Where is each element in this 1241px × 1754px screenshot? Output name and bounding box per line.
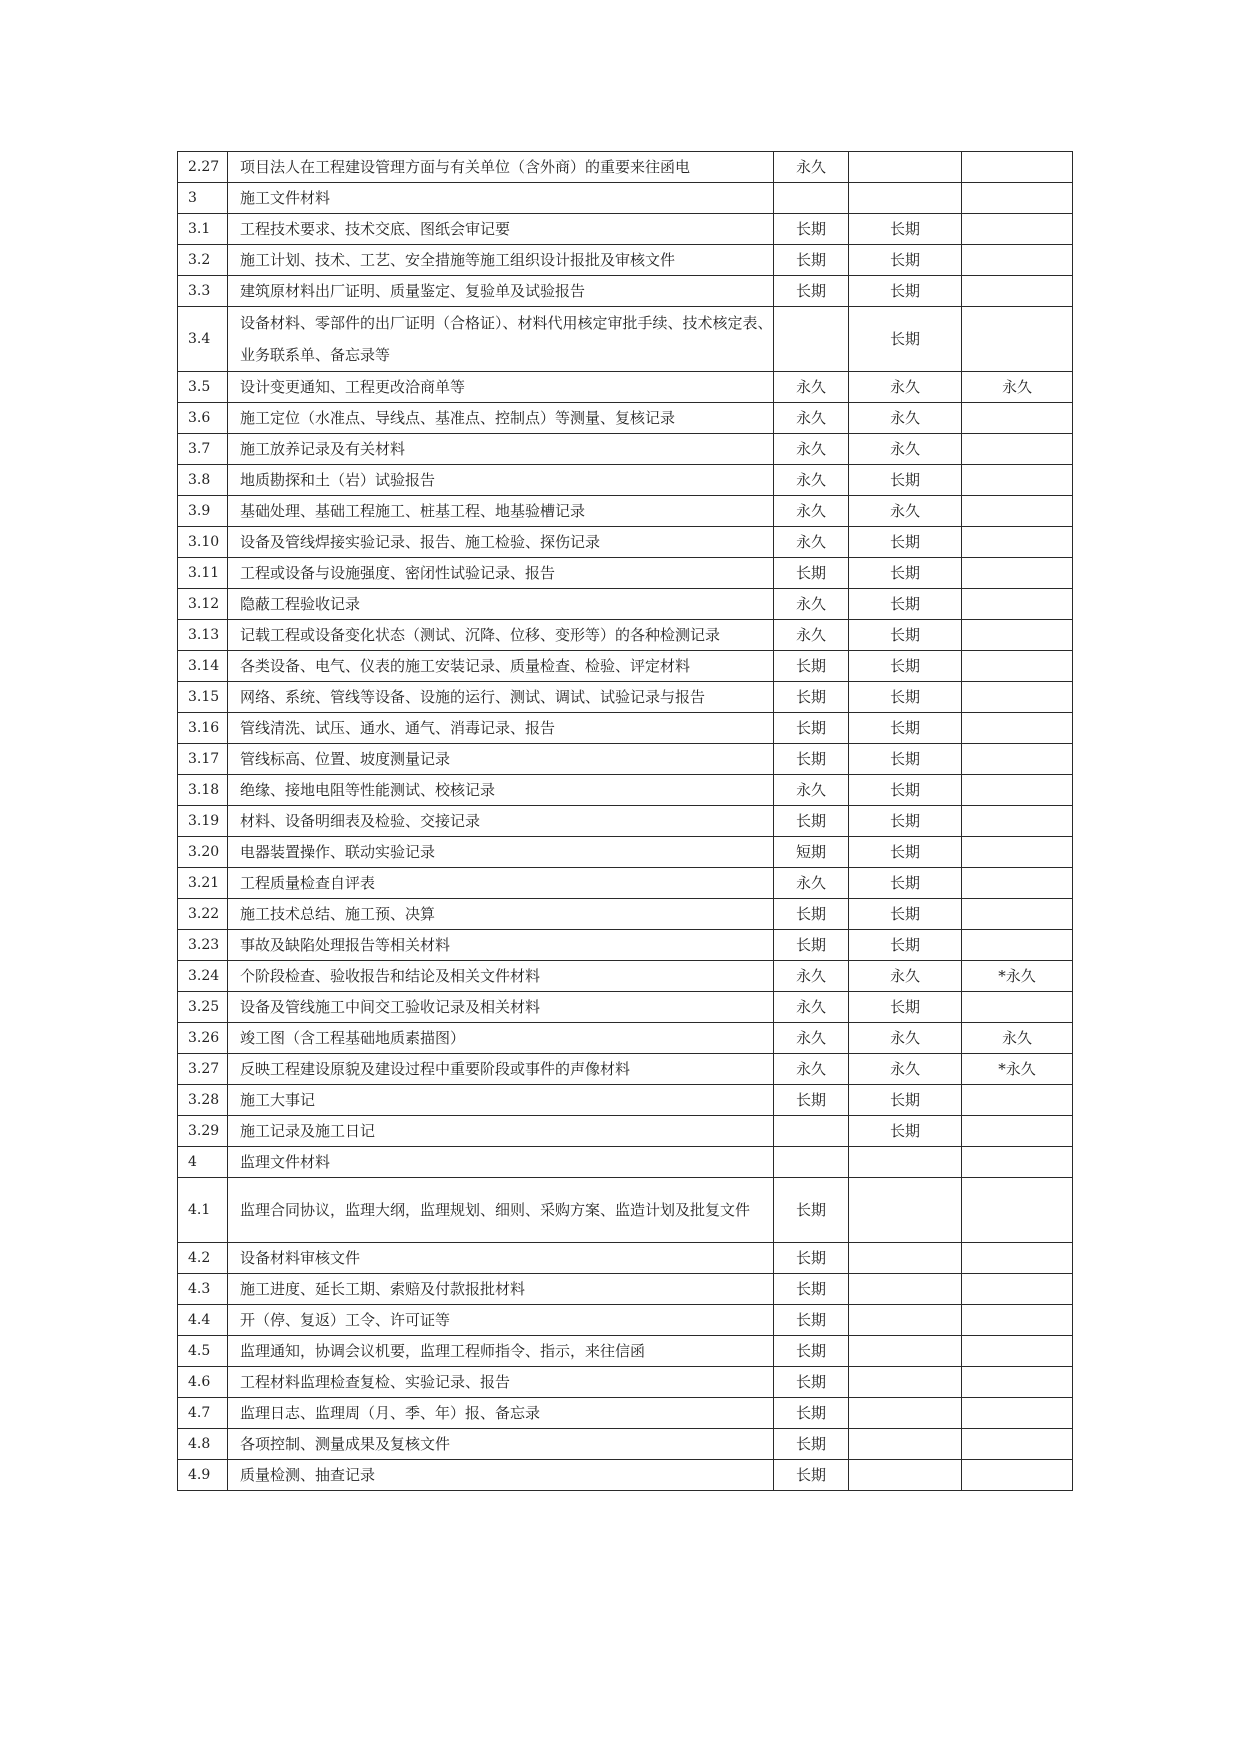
retention-col1-cell: 长期: [774, 1367, 849, 1398]
item-description-cell: 材料、设备明细表及检验、交接记录: [228, 806, 774, 837]
retention-col2-cell: 长期: [849, 245, 962, 276]
retention-col3-cell: [962, 651, 1073, 682]
item-description-cell: 管线标高、位置、坡度测量记录: [228, 744, 774, 775]
retention-col1-cell: 长期: [774, 682, 849, 713]
item-number-cell: 3.10: [178, 527, 228, 558]
retention-col3-cell: [962, 1178, 1073, 1243]
retention-col1-cell: 长期: [774, 1460, 849, 1491]
item-description-cell: 事故及缺陷处理报告等相关材料: [228, 930, 774, 961]
retention-col2-cell: 永久: [849, 372, 962, 403]
retention-col3-cell: *永久: [962, 1054, 1073, 1085]
retention-col1-cell: 永久: [774, 620, 849, 651]
item-description-cell: 反映工程建设原貌及建设过程中重要阶段或事件的声像材料: [228, 1054, 774, 1085]
retention-col2-cell: 长期: [849, 713, 962, 744]
retention-col2-cell: [849, 1429, 962, 1460]
item-description-cell: 电器装置操作、联动实验记录: [228, 837, 774, 868]
table-row: [178, 403, 1073, 434]
item-description-cell: 工程或设备与设施强度、密闭性试验记录、报告: [228, 558, 774, 589]
retention-col2-cell: 长期: [849, 1085, 962, 1116]
table-row: [178, 744, 1073, 775]
table-row: [178, 245, 1073, 276]
retention-col2-cell: [849, 1460, 962, 1491]
item-description-cell: 地质勘探和土（岩）试验报告: [228, 465, 774, 496]
archive-retention-table: [177, 151, 1073, 1491]
item-description-cell: 施工大事记: [228, 1085, 774, 1116]
retention-col3-cell: [962, 806, 1073, 837]
item-number-cell: 3.25: [178, 992, 228, 1023]
retention-col2-cell: 长期: [849, 930, 962, 961]
retention-col1-cell: 长期: [774, 1085, 849, 1116]
item-description-cell: 监理通知，协调会议机要，监理工程师指令、指示，来往信函: [228, 1336, 774, 1367]
table-row: [178, 307, 1073, 372]
item-description-cell: 监理合同协议，监理大纲，监理规划、细则、采购方案、监造计划及批复文件: [228, 1178, 774, 1243]
retention-col3-cell: [962, 496, 1073, 527]
item-description-cell: 个阶段检查、验收报告和结论及相关文件材料: [228, 961, 774, 992]
retention-col1-cell: 永久: [774, 992, 849, 1023]
table-row: [178, 930, 1073, 961]
item-number-cell: 2.27: [178, 152, 228, 183]
item-number-cell: 3.21: [178, 868, 228, 899]
item-description-cell: 监理文件材料: [228, 1147, 774, 1178]
retention-col2-cell: 长期: [849, 868, 962, 899]
retention-col2-cell: [849, 152, 962, 183]
table-row: [178, 1178, 1073, 1243]
retention-col3-cell: [962, 899, 1073, 930]
item-number-cell: 3.19: [178, 806, 228, 837]
retention-col3-cell: 永久: [962, 1023, 1073, 1054]
table-row: [178, 465, 1073, 496]
table-row: [178, 589, 1073, 620]
item-number-cell: 3.29: [178, 1116, 228, 1147]
retention-col3-cell: [962, 1274, 1073, 1305]
table-row: [178, 620, 1073, 651]
retention-col2-cell: 长期: [849, 307, 962, 372]
table-row: [178, 1116, 1073, 1147]
retention-col3-cell: [962, 992, 1073, 1023]
retention-col2-cell: 长期: [849, 744, 962, 775]
item-description-cell: 质量检测、抽查记录: [228, 1460, 774, 1491]
retention-col3-cell: [962, 245, 1073, 276]
item-number-cell: 3.16: [178, 713, 228, 744]
retention-col2-cell: [849, 1274, 962, 1305]
item-description-cell: 施工计划、技术、工艺、安全措施等施工组织设计报批及审核文件: [228, 245, 774, 276]
retention-col1-cell: 永久: [774, 1023, 849, 1054]
item-number-cell: 3.28: [178, 1085, 228, 1116]
retention-col2-cell: 长期: [849, 992, 962, 1023]
table-row: [178, 682, 1073, 713]
table-row: [178, 372, 1073, 403]
item-description-cell: 施工记录及施工日记: [228, 1116, 774, 1147]
retention-col2-cell: [849, 1398, 962, 1429]
table-row: [178, 183, 1073, 214]
retention-col1-cell: 短期: [774, 837, 849, 868]
retention-col2-cell: [849, 1243, 962, 1274]
retention-col3-cell: [962, 589, 1073, 620]
retention-col2-cell: 长期: [849, 465, 962, 496]
retention-col1-cell: 永久: [774, 403, 849, 434]
retention-col2-cell: 长期: [849, 620, 962, 651]
item-description-cell: 工程质量检查自评表: [228, 868, 774, 899]
retention-col3-cell: [962, 682, 1073, 713]
table-row: [178, 527, 1073, 558]
retention-col2-cell: 长期: [849, 775, 962, 806]
item-description-cell: 工程材料监理检查复检、实验记录、报告: [228, 1367, 774, 1398]
retention-col1-cell: 长期: [774, 651, 849, 682]
retention-col1-cell: 长期: [774, 1429, 849, 1460]
item-description-cell: 建筑原材料出厂证明、质量鉴定、复验单及试验报告: [228, 276, 774, 307]
item-number-cell: 3.24: [178, 961, 228, 992]
item-number-cell: 3.3: [178, 276, 228, 307]
table-row: [178, 434, 1073, 465]
item-description-cell: 设计变更通知、工程更改洽商单等: [228, 372, 774, 403]
item-number-cell: 3.9: [178, 496, 228, 527]
item-number-cell: 3.2: [178, 245, 228, 276]
item-description-cell: 各项控制、测量成果及复核文件: [228, 1429, 774, 1460]
retention-col1-cell: 长期: [774, 1305, 849, 1336]
item-number-cell: 3: [178, 183, 228, 214]
item-description-cell: 记载工程或设备变化状态（测试、沉降、位移、变形等）的各种检测记录: [228, 620, 774, 651]
item-number-cell: 4.1: [178, 1178, 228, 1243]
retention-col2-cell: [849, 1336, 962, 1367]
item-description-cell: 设备材料审核文件: [228, 1243, 774, 1274]
table-row: [178, 1336, 1073, 1367]
retention-col1-cell: 长期: [774, 713, 849, 744]
retention-col1-cell: 长期: [774, 1243, 849, 1274]
item-description-cell: 设备及管线施工中间交工验收记录及相关材料: [228, 992, 774, 1023]
retention-col1-cell: 永久: [774, 434, 849, 465]
table-row: [178, 1367, 1073, 1398]
table-row: [178, 276, 1073, 307]
table-row: [178, 961, 1073, 992]
retention-col2-cell: 长期: [849, 1116, 962, 1147]
retention-col3-cell: [962, 214, 1073, 245]
retention-col3-cell: [962, 713, 1073, 744]
retention-col3-cell: [962, 1305, 1073, 1336]
retention-col2-cell: 长期: [849, 651, 962, 682]
item-number-cell: 4.7: [178, 1398, 228, 1429]
retention-col1-cell: 长期: [774, 558, 849, 589]
item-number-cell: 3.15: [178, 682, 228, 713]
item-description-cell: 施工技术总结、施工预、决算: [228, 899, 774, 930]
item-description-cell: 各类设备、电气、仪表的施工安装记录、质量检查、检验、评定材料: [228, 651, 774, 682]
table-row: [178, 713, 1073, 744]
table-row: [178, 496, 1073, 527]
table-row: [178, 1398, 1073, 1429]
item-description-cell: 项目法人在工程建设管理方面与有关单位（含外商）的重要来往函电: [228, 152, 774, 183]
table-row: [178, 1460, 1073, 1491]
item-description-cell: 施工定位（水准点、导线点、基准点、控制点）等测量、复核记录: [228, 403, 774, 434]
item-number-cell: 3.1: [178, 214, 228, 245]
retention-col3-cell: [962, 307, 1073, 372]
table-row: [178, 214, 1073, 245]
table-row: [178, 1243, 1073, 1274]
item-description-cell: 绝缘、接地电阻等性能测试、校核记录: [228, 775, 774, 806]
retention-col2-cell: 永久: [849, 434, 962, 465]
retention-col3-cell: [962, 434, 1073, 465]
retention-col1-cell: 长期: [774, 245, 849, 276]
retention-col2-cell: 永久: [849, 1023, 962, 1054]
retention-col2-cell: 长期: [849, 899, 962, 930]
retention-col1-cell: 长期: [774, 1178, 849, 1243]
retention-col3-cell: [962, 1243, 1073, 1274]
retention-col1-cell: 永久: [774, 1054, 849, 1085]
retention-col1-cell: 永久: [774, 527, 849, 558]
retention-col3-cell: [962, 837, 1073, 868]
retention-col2-cell: 永久: [849, 496, 962, 527]
item-number-cell: 3.7: [178, 434, 228, 465]
retention-col1-cell: 长期: [774, 1336, 849, 1367]
retention-col3-cell: [962, 183, 1073, 214]
retention-col3-cell: [962, 620, 1073, 651]
retention-col1-cell: 永久: [774, 589, 849, 620]
retention-col3-cell: [962, 276, 1073, 307]
retention-col1-cell: [774, 1147, 849, 1178]
item-number-cell: 3.20: [178, 837, 228, 868]
retention-col2-cell: [849, 1178, 962, 1243]
retention-col3-cell: [962, 744, 1073, 775]
retention-col3-cell: [962, 868, 1073, 899]
retention-col2-cell: 长期: [849, 682, 962, 713]
table-row: [178, 1085, 1073, 1116]
item-number-cell: 3.18: [178, 775, 228, 806]
retention-col3-cell: [962, 1398, 1073, 1429]
retention-col2-cell: 长期: [849, 558, 962, 589]
item-number-cell: 3.8: [178, 465, 228, 496]
retention-col3-cell: [962, 1085, 1073, 1116]
table-row: [178, 775, 1073, 806]
retention-col1-cell: 长期: [774, 276, 849, 307]
retention-col1-cell: 永久: [774, 961, 849, 992]
table-row: [178, 837, 1073, 868]
retention-col2-cell: 永久: [849, 961, 962, 992]
retention-col1-cell: 永久: [774, 868, 849, 899]
table-row: [178, 1305, 1073, 1336]
item-description-cell: 施工进度、延长工期、索赔及付款报批材料: [228, 1274, 774, 1305]
item-description-cell: 施工放养记录及有关材料: [228, 434, 774, 465]
table-body: [178, 152, 1073, 1491]
table-row: [178, 1023, 1073, 1054]
table-row: [178, 868, 1073, 899]
retention-col2-cell: 长期: [849, 589, 962, 620]
table-row: [178, 1054, 1073, 1085]
retention-col2-cell: [849, 1367, 962, 1398]
retention-col1-cell: 永久: [774, 775, 849, 806]
item-number-cell: 4.6: [178, 1367, 228, 1398]
item-description-cell: 管线清洗、试压、通水、通气、消毒记录、报告: [228, 713, 774, 744]
retention-col3-cell: [962, 1336, 1073, 1367]
retention-col3-cell: [962, 1429, 1073, 1460]
item-description-cell: 隐蔽工程验收记录: [228, 589, 774, 620]
retention-col1-cell: [774, 307, 849, 372]
retention-col3-cell: 永久: [962, 372, 1073, 403]
retention-col2-cell: [849, 1305, 962, 1336]
retention-col2-cell: 长期: [849, 214, 962, 245]
retention-col1-cell: 长期: [774, 806, 849, 837]
retention-col1-cell: 永久: [774, 465, 849, 496]
retention-col2-cell: 永久: [849, 1054, 962, 1085]
item-description-cell: 竣工图（含工程基础地质素描图）: [228, 1023, 774, 1054]
retention-col1-cell: 永久: [774, 372, 849, 403]
retention-col2-cell: 长期: [849, 837, 962, 868]
retention-col2-cell: [849, 1147, 962, 1178]
retention-col3-cell: [962, 527, 1073, 558]
retention-col2-cell: 永久: [849, 403, 962, 434]
retention-col1-cell: 长期: [774, 214, 849, 245]
retention-col3-cell: [962, 152, 1073, 183]
retention-col1-cell: 长期: [774, 1398, 849, 1429]
table-row: [178, 152, 1073, 183]
item-number-cell: 3.12: [178, 589, 228, 620]
retention-col3-cell: [962, 1147, 1073, 1178]
item-number-cell: 4.2: [178, 1243, 228, 1274]
table-row: [178, 1147, 1073, 1178]
item-number-cell: 4: [178, 1147, 228, 1178]
table-row: [178, 1274, 1073, 1305]
item-description-cell: 工程技术要求、技术交底、图纸会审记要: [228, 214, 774, 245]
retention-col1-cell: 长期: [774, 1274, 849, 1305]
retention-col1-cell: 永久: [774, 152, 849, 183]
retention-col3-cell: [962, 1116, 1073, 1147]
table-row: [178, 899, 1073, 930]
retention-col2-cell: [849, 183, 962, 214]
retention-col3-cell: [962, 1367, 1073, 1398]
item-description-cell: 设备及管线焊接实验记录、报告、施工检验、探伤记录: [228, 527, 774, 558]
table-row: [178, 806, 1073, 837]
item-description-cell: 监理日志、监理周（月、季、年）报、备忘录: [228, 1398, 774, 1429]
retention-col2-cell: 长期: [849, 276, 962, 307]
retention-col1-cell: 永久: [774, 496, 849, 527]
item-number-cell: 4.9: [178, 1460, 228, 1491]
item-number-cell: 3.13: [178, 620, 228, 651]
retention-col3-cell: [962, 403, 1073, 434]
item-number-cell: 4.5: [178, 1336, 228, 1367]
item-number-cell: 3.23: [178, 930, 228, 961]
retention-col3-cell: *永久: [962, 961, 1073, 992]
item-number-cell: 3.14: [178, 651, 228, 682]
item-description-cell: 基础处理、基础工程施工、桩基工程、地基验槽记录: [228, 496, 774, 527]
table-row: [178, 1429, 1073, 1460]
item-description-cell: 施工文件材料: [228, 183, 774, 214]
retention-col3-cell: [962, 775, 1073, 806]
item-description-cell: 设备材料、零部件的出厂证明（合格证）、材料代用核定审批手续、技术核定表、业务联系单、备忘录等: [228, 307, 774, 372]
retention-col3-cell: [962, 930, 1073, 961]
item-number-cell: 3.17: [178, 744, 228, 775]
item-number-cell: 4.3: [178, 1274, 228, 1305]
item-number-cell: 3.6: [178, 403, 228, 434]
item-description-cell: 网络、系统、管线等设备、设施的运行、测试、调试、试验记录与报告: [228, 682, 774, 713]
retention-col1-cell: 长期: [774, 744, 849, 775]
retention-col2-cell: 长期: [849, 527, 962, 558]
item-number-cell: 3.26: [178, 1023, 228, 1054]
retention-col2-cell: 长期: [849, 806, 962, 837]
retention-col3-cell: [962, 1460, 1073, 1491]
item-number-cell: 3.4: [178, 307, 228, 372]
retention-col3-cell: [962, 558, 1073, 589]
item-number-cell: 3.11: [178, 558, 228, 589]
item-number-cell: 4.8: [178, 1429, 228, 1460]
item-number-cell: 3.5: [178, 372, 228, 403]
retention-col1-cell: 长期: [774, 899, 849, 930]
table-row: [178, 651, 1073, 682]
table-row: [178, 558, 1073, 589]
retention-col1-cell: [774, 1116, 849, 1147]
retention-col1-cell: 长期: [774, 930, 849, 961]
item-description-cell: 开（停、复返）工令、许可证等: [228, 1305, 774, 1336]
table-row: [178, 992, 1073, 1023]
item-number-cell: 4.4: [178, 1305, 228, 1336]
retention-col1-cell: [774, 183, 849, 214]
item-number-cell: 3.22: [178, 899, 228, 930]
retention-col3-cell: [962, 465, 1073, 496]
item-number-cell: 3.27: [178, 1054, 228, 1085]
